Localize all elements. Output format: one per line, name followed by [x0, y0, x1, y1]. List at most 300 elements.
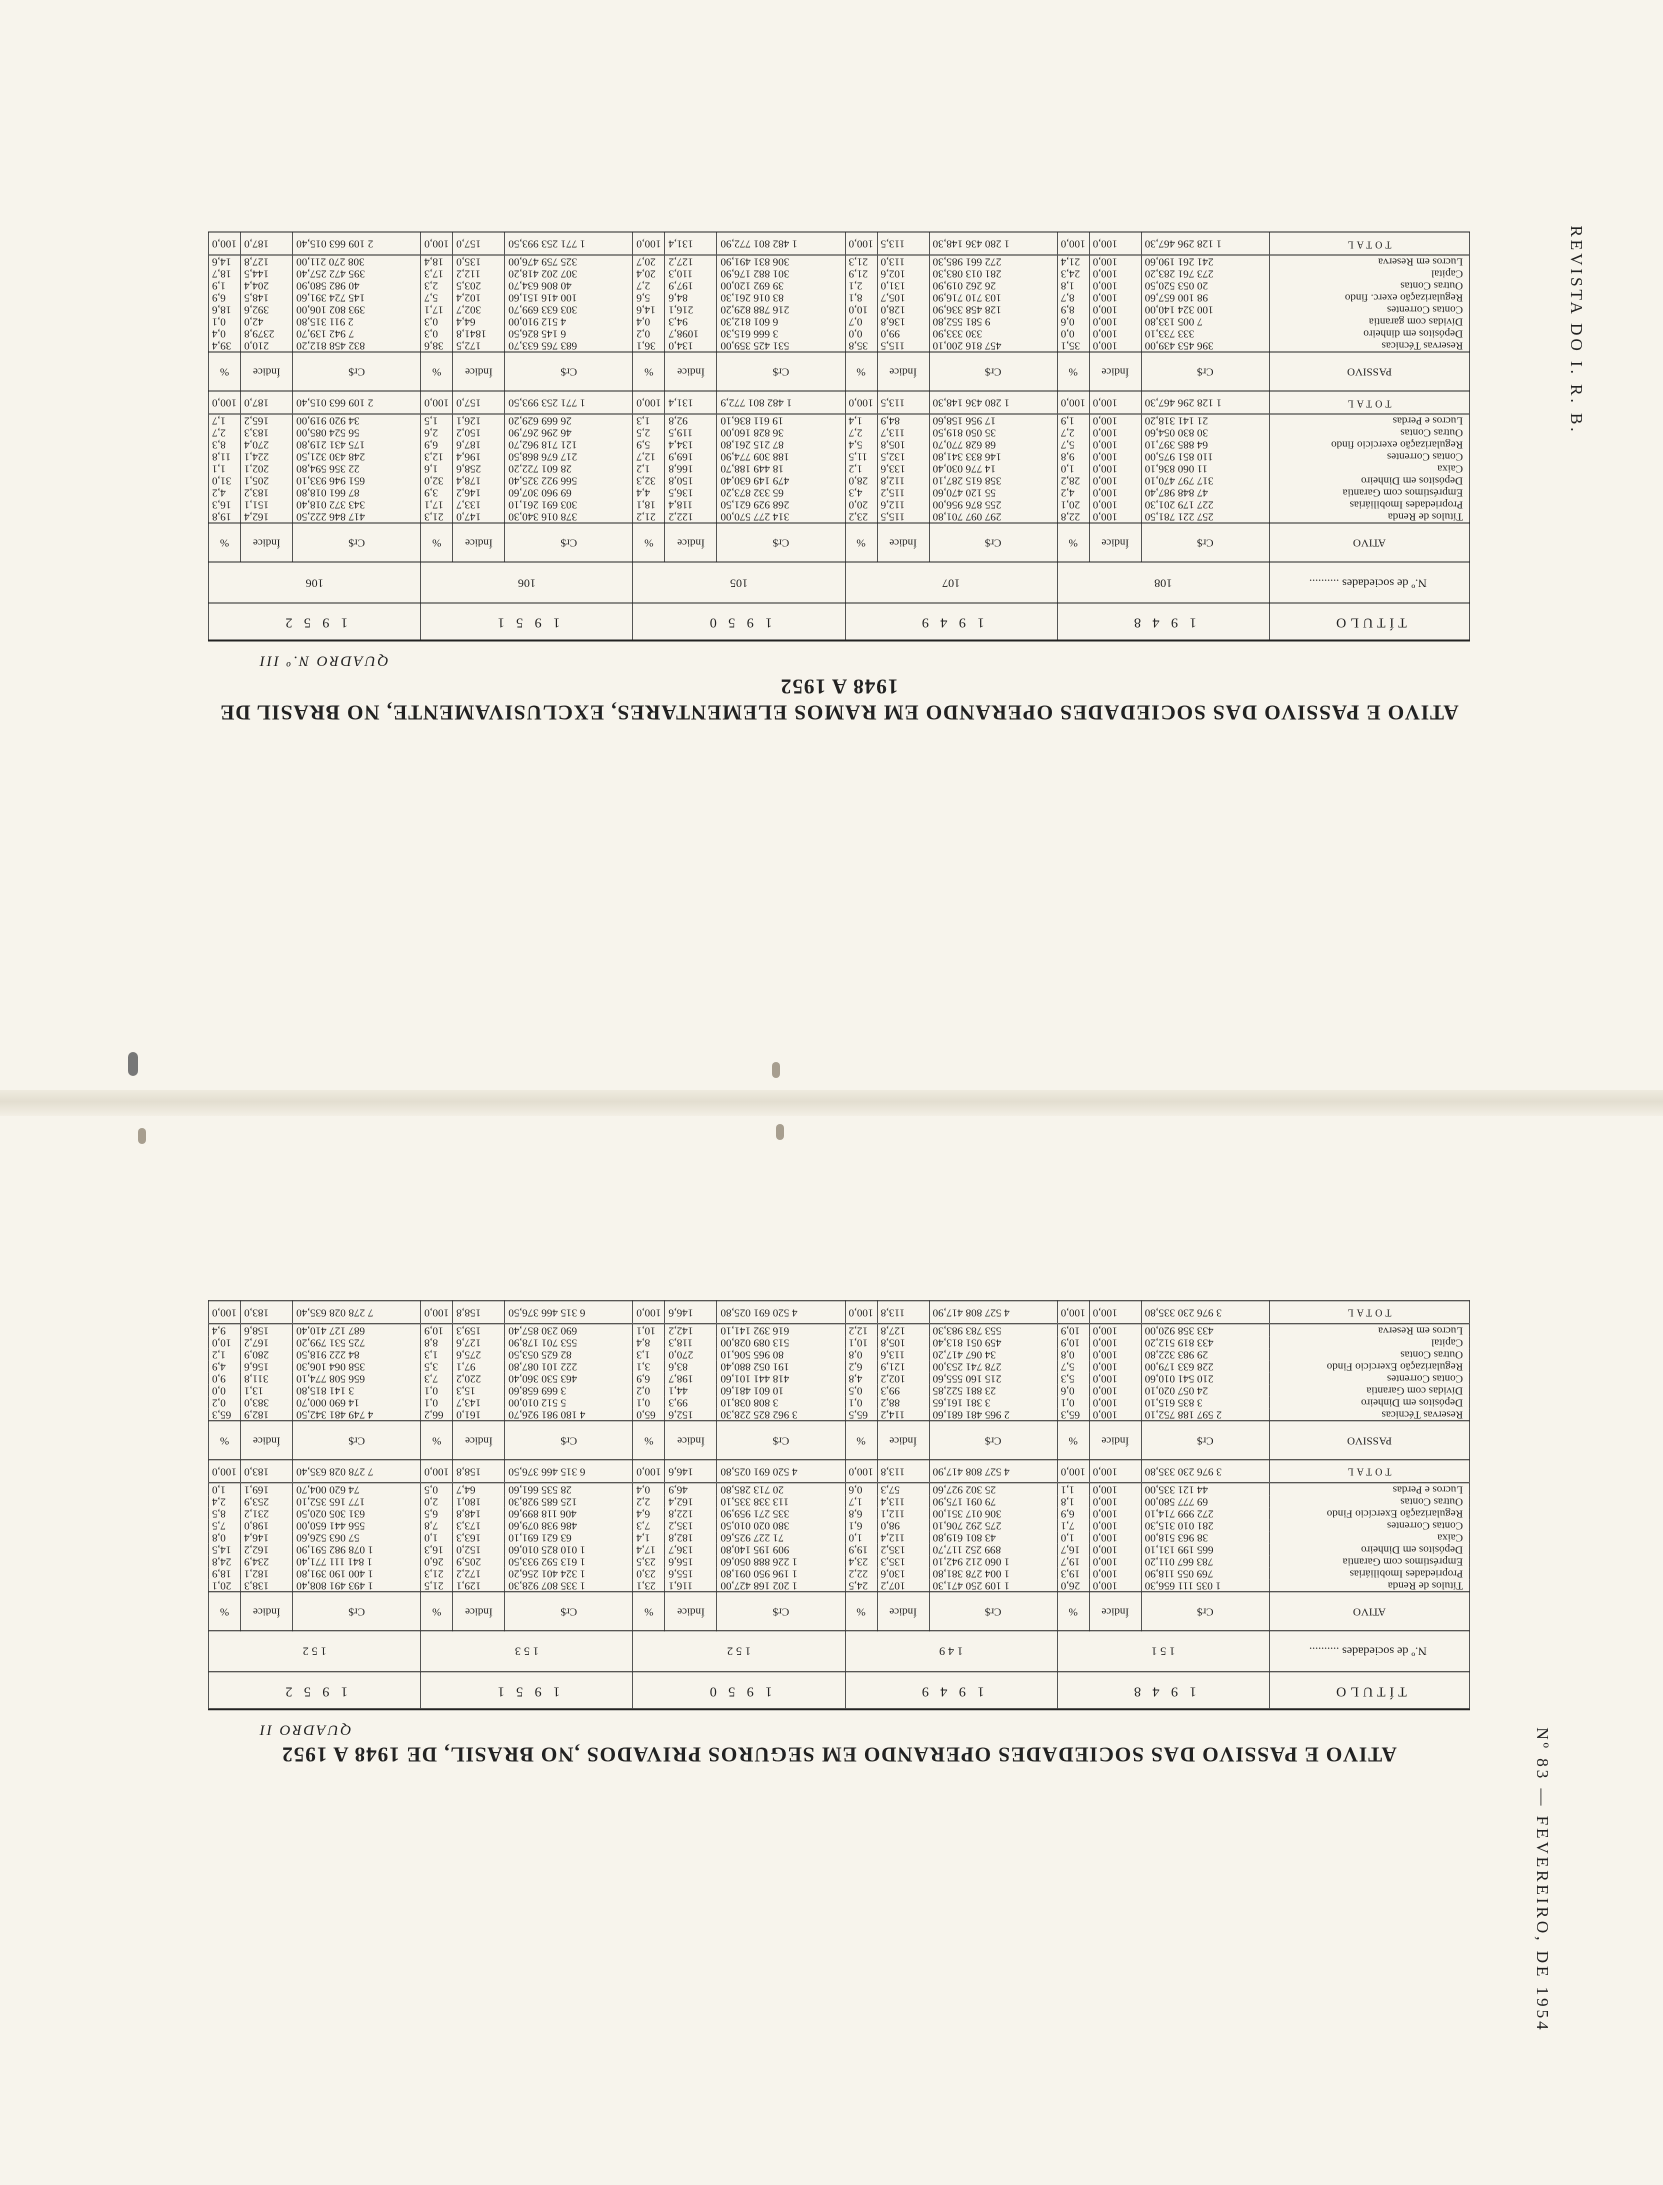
indice-header: Índice	[665, 524, 717, 563]
table-row	[209, 1360, 1470, 1372]
societies-count: 105	[633, 563, 845, 604]
table-cell: 21,4	[1057, 256, 1089, 269]
row-label: Propriedades Imobiliárias	[1269, 499, 1469, 511]
table-cell: 3 381 161,65	[929, 1396, 1057, 1408]
table-cell: 167,2	[241, 1336, 293, 1348]
table-cell: 173,3	[453, 1519, 505, 1531]
table-cell: 14,6	[209, 256, 241, 269]
total-cell: 100,0	[1057, 392, 1089, 415]
table-cell: 2 965 481 681,60	[929, 1408, 1057, 1421]
passivo-section-label: PASSIVO	[1269, 1421, 1469, 1460]
pct-header: %	[845, 1421, 877, 1460]
table-cell: 135,0	[453, 256, 505, 269]
table-cell: 172,2	[453, 1567, 505, 1579]
total-cell: 100,0	[1089, 233, 1141, 256]
table-cell: 9,0	[209, 1372, 241, 1384]
table-cell: 100,0	[1089, 415, 1141, 428]
table-cell: 183,3	[241, 427, 293, 439]
table-row	[209, 451, 1470, 463]
table-cell: 0,8	[1057, 1348, 1089, 1360]
total-cell: 100,0	[633, 1301, 665, 1324]
table-cell: 9,4	[209, 1324, 241, 1337]
table-cell: 7,3	[633, 1519, 665, 1531]
pct-header: %	[1057, 524, 1089, 563]
table-cell: 146,2	[453, 487, 505, 499]
table-cell: 1 078 982 591,90	[293, 1543, 421, 1555]
table-cell: 151,1	[241, 499, 293, 511]
table-cell: 308 270 211,00	[293, 256, 421, 269]
table-cell: 23,2	[845, 511, 877, 524]
table-cell: 224,1	[241, 451, 293, 463]
table-cell: 0,4	[633, 316, 665, 328]
table-cell: 5,3	[1057, 1372, 1089, 1384]
table-cell: 36,1	[633, 340, 665, 353]
total-cell: 1 128 296 467,30	[1141, 392, 1269, 415]
crs-header: Cr$	[717, 353, 845, 392]
indice-header: Índice	[1089, 524, 1141, 563]
societies-row	[209, 1631, 1470, 1672]
table-cell: 21,9	[845, 268, 877, 280]
table-cell: 146 833 341,80	[929, 451, 1057, 463]
table-cell: 17,1	[421, 499, 453, 511]
table-cell: 3,1	[633, 1360, 665, 1372]
table-cell: 28,0	[845, 475, 877, 487]
table-cell: 100,0	[1089, 1507, 1141, 1519]
table-cell: 65,5	[845, 1408, 877, 1421]
table-cell: 146,4	[241, 1531, 293, 1543]
table-cell: 100,0	[1089, 1360, 1141, 1372]
table-cell: 15,3	[453, 1384, 505, 1396]
table-cell: 134,0	[665, 340, 717, 353]
crs-header: Cr$	[293, 1592, 421, 1631]
table-cell: 6 145 826,50	[505, 328, 633, 340]
table-cell: 127,8	[877, 1324, 929, 1337]
table-cell: 105,8	[877, 1336, 929, 1348]
total-cell: 100,0	[845, 1301, 877, 1324]
table-cell: 2,7	[209, 427, 241, 439]
table-cell: 35 050 819,50	[929, 427, 1057, 439]
table-cell: 9,8	[1057, 451, 1089, 463]
table-cell: 10,9	[1057, 1324, 1089, 1337]
table-row	[209, 256, 1470, 269]
table-cell: 100,0	[1089, 268, 1141, 280]
table-cell: 8,5	[209, 1507, 241, 1519]
table-cell: 23,1	[633, 1579, 665, 1592]
total-cell: 6 315 466 376,50	[505, 1460, 633, 1483]
table-cell: 1,0	[845, 1531, 877, 1543]
row-label: Regularização exercício findo	[1269, 439, 1469, 451]
table-cell: 0,0	[845, 328, 877, 340]
table-cell: 216,1	[665, 304, 717, 316]
table-cell: 10,9	[421, 1324, 453, 1337]
table-row	[209, 316, 1470, 328]
table-cell: 128,0	[877, 304, 929, 316]
table-cell: 42,0	[241, 316, 293, 328]
table-cell: 2,6	[421, 427, 453, 439]
table-cell: 100 324 140,00	[1141, 304, 1269, 316]
table-cell: 100 416 151,60	[505, 292, 633, 304]
table-cell: 43 801 619,80	[929, 1531, 1057, 1543]
crs-header: Cr$	[717, 524, 845, 563]
table-row	[209, 463, 1470, 475]
table-cell: 2379,8	[241, 328, 293, 340]
pct-header: %	[633, 353, 665, 392]
total-cell: 2 109 663 015,40	[293, 392, 421, 415]
year-header: 1 9 5 0	[633, 1672, 845, 1710]
table-cell: 64 885 397,10	[1141, 439, 1269, 451]
table-cell: 14 776 030,40	[929, 463, 1057, 475]
table-cell: 656 508 774,10	[293, 1372, 421, 1384]
passivo-subheader-row	[209, 353, 1470, 392]
table-cell: 10,9	[1057, 1336, 1089, 1348]
table-cell: 204,4	[241, 280, 293, 292]
table-cell: 130,6	[877, 1567, 929, 1579]
societies-count: 1 5 1	[1057, 1631, 1269, 1672]
total-cell: 1 771 253 993,50	[505, 233, 633, 256]
table-cell: 417 846 222,50	[293, 511, 421, 524]
table-cell: 21 141 318,20	[1141, 415, 1269, 428]
table-cell: 66,2	[421, 1408, 453, 1421]
table-row	[209, 328, 1470, 340]
total-cell: 100,0	[209, 233, 241, 256]
table-cell: 162,4	[241, 511, 293, 524]
indice-header: Índice	[453, 1592, 505, 1631]
page-fold	[0, 1090, 1663, 1116]
table-cell: 25 302 927,60	[929, 1483, 1057, 1496]
table-cell: 1,2	[633, 463, 665, 475]
table-row	[209, 1519, 1470, 1531]
pct-header: %	[421, 524, 453, 563]
table-cell: 2,5	[633, 427, 665, 439]
row-label: Contas Correntes	[1269, 304, 1469, 316]
table-cell: 13,1	[241, 1384, 293, 1396]
total-cell: 100,0	[421, 392, 453, 415]
table-cell: 46,9	[665, 1483, 717, 1496]
table-cell: 10 601 481,60	[717, 1384, 845, 1396]
table-cell: 113,4	[877, 1495, 929, 1507]
table-cell: 113,6	[877, 1348, 929, 1360]
pct-header: %	[421, 1592, 453, 1631]
table-cell: 0,8	[209, 1531, 241, 1543]
table-cell: 0,5	[845, 1384, 877, 1396]
table-row	[209, 1483, 1470, 1496]
table-cell: 26 262 019,90	[929, 280, 1057, 292]
table-cell: 21,3	[845, 256, 877, 269]
table-cell: 8,1	[845, 292, 877, 304]
table-cell: 18,7	[209, 268, 241, 280]
table-cell: 26,0	[1057, 1579, 1089, 1592]
table-cell: 14 690 000,70	[293, 1396, 421, 1408]
table-cell: 909 195 140,80	[717, 1543, 845, 1555]
table-cell: 83 016 261,30	[717, 292, 845, 304]
table-cell: 122,2	[665, 511, 717, 524]
societies-count: 1 4 9	[845, 1631, 1057, 1672]
table-cell: 406 118 899,60	[505, 1507, 633, 1519]
table-cell: 6,8	[845, 1507, 877, 1519]
table-cell: 0,5	[421, 1483, 453, 1496]
table-cell: 112,1	[877, 1507, 929, 1519]
table-cell: 183,2	[241, 487, 293, 499]
table-cell: 0,1	[1057, 1396, 1089, 1408]
table-cell: 103 710 716,90	[929, 292, 1057, 304]
table-title: ATIVO E PASSIVO DAS SOCIEDADES OPERANDO EM RAMOS ELEMENTARES, EXCLUSIVAMENTE, NO BRASIL DE 1948 A 1952	[219, 674, 1459, 725]
table-cell: 40 806 634,70	[505, 280, 633, 292]
table-cell: 1 324 401 256,20	[505, 1567, 633, 1579]
table-cell: 105,8	[877, 439, 929, 451]
table-cell: 257 221 781,50	[1141, 511, 1269, 524]
total-cell: 131,4	[665, 233, 717, 256]
table-cell: 34 067 417,20	[929, 1348, 1057, 1360]
table-cell: 234,9	[241, 1555, 293, 1567]
table-row	[209, 1336, 1470, 1348]
table-cell: 19,8	[209, 511, 241, 524]
table-cell: 31,0	[209, 475, 241, 487]
table-cell: 6,9	[421, 439, 453, 451]
crs-header: Cr$	[717, 1592, 845, 1631]
table-row	[209, 1495, 1470, 1507]
table-row	[209, 487, 1470, 499]
table-cell: 6 601 812,30	[717, 316, 845, 328]
table-cell: 18,4	[421, 256, 453, 269]
pct-header: %	[421, 1421, 453, 1460]
table-cell: 100,0	[1089, 1324, 1141, 1337]
page-header: REVISTA DO I. R. B.	[1567, 225, 1586, 435]
data-table	[208, 1300, 1470, 1710]
table-cell: 0,3	[421, 328, 453, 340]
total-cell: 100,0	[633, 392, 665, 415]
table-cell: 57 063 526,60	[293, 1531, 421, 1543]
table-cell: 29 983 322,80	[1141, 1348, 1269, 1360]
table-cell: 205,9	[453, 1555, 505, 1567]
table-cell: 99,3	[665, 1396, 717, 1408]
table-row	[209, 1372, 1470, 1384]
table-cell: 1 060 212 942,10	[929, 1555, 1057, 1567]
table-cell: 129,1	[453, 1579, 505, 1592]
total-cell: 1 128 296 467,30	[1141, 233, 1269, 256]
table-cell: 1841,8	[453, 328, 505, 340]
total-cell: 100,0	[845, 1460, 877, 1483]
row-label: Empréstimos com Garantia	[1269, 487, 1469, 499]
table-cell: 110,3	[665, 268, 717, 280]
table-cell: 8,4	[633, 1336, 665, 1348]
total-cell: 1 280 436 148,30	[929, 392, 1057, 415]
table-cell: 0,2	[633, 328, 665, 340]
quadro-label: QUADRO N.º III	[258, 653, 389, 669]
table-cell: 1,9	[1057, 415, 1089, 428]
table-cell: 1 613 592 933,50	[505, 1555, 633, 1567]
table-cell: 2,3	[421, 280, 453, 292]
table-cell: 241 261 190,60	[1141, 256, 1269, 269]
total-cell: 157,0	[453, 392, 505, 415]
table-cell: 220,2	[453, 1372, 505, 1384]
row-label: Lucros e Perdas	[1269, 1483, 1469, 1496]
table-cell: 83,6	[665, 1360, 717, 1372]
table-cell: 343 372 018,40	[293, 499, 421, 511]
table-cell: 131,0	[877, 280, 929, 292]
table-cell: 113 338 335,10	[717, 1495, 845, 1507]
table-cell: 32,0	[421, 475, 453, 487]
table-cell: 1,1	[1057, 1483, 1089, 1496]
table-cell: 182,9	[241, 1408, 293, 1421]
table-cell: 1,7	[845, 1495, 877, 1507]
total-cell: 100,0	[1089, 392, 1141, 415]
table-cell: 36 828 160,00	[717, 427, 845, 439]
table-cell: 182,1	[241, 1567, 293, 1579]
table-row	[209, 1567, 1470, 1579]
table-cell: 147,0	[453, 511, 505, 524]
table-row	[209, 268, 1470, 280]
row-label: Capital	[1269, 1336, 1469, 1348]
table-cell: 5,7	[1057, 1360, 1089, 1372]
table-cell: 198,7	[665, 1372, 717, 1384]
table-cell: 556 441 650,00	[293, 1519, 421, 1531]
table-cell: 202,1	[241, 463, 293, 475]
pct-header: %	[633, 1592, 665, 1631]
table-cell: 166,8	[665, 463, 717, 475]
table-cell: 7,8	[421, 1519, 453, 1531]
table-cell: 11,5	[845, 451, 877, 463]
table-cell: 0,2	[633, 1384, 665, 1396]
table-cell: 210,0	[241, 340, 293, 353]
table-cell: 1,9	[209, 280, 241, 292]
total-cell: 100,0	[1089, 1301, 1141, 1324]
table-cell: 690 230 857,40	[505, 1324, 633, 1337]
table-row	[209, 1543, 1470, 1555]
table-title: ATIVO E PASSIVO DAS SOCIEDADES OPERANDO EM SEGUROS PRIVADOS ,NO BRASIL, DE 1948 A 1952	[281, 1742, 1397, 1767]
table-cell: 26 669 629,20	[505, 415, 633, 428]
table-cell: 100,0	[1089, 316, 1141, 328]
table-cell: 28 535 661,60	[505, 1483, 633, 1496]
table-cell: 1,4	[845, 415, 877, 428]
table-cell: 6,2	[845, 1360, 877, 1372]
table-cell: 272 999 714,10	[1141, 1507, 1269, 1519]
total-cell: 100,0	[1057, 1301, 1089, 1324]
passivo-subheader-row	[209, 1421, 1470, 1460]
table-cell: 272 661 985,30	[929, 256, 1057, 269]
table-cell: 3 808 038,10	[717, 1396, 845, 1408]
pct-header: %	[1057, 1421, 1089, 1460]
table-cell: 69 960 307,60	[505, 487, 633, 499]
table-row	[209, 1507, 1470, 1519]
table-cell: 100,0	[1089, 256, 1141, 269]
total-cell: 4 520 691 025,80	[717, 1301, 845, 1324]
societies-count: 108	[1057, 563, 1269, 604]
societies-count: 1 5 3	[421, 1631, 633, 1672]
total-cell: 183,0	[241, 1301, 293, 1324]
table-cell: 4,3	[845, 487, 877, 499]
row-label: Regularização exerc. findo	[1269, 292, 1469, 304]
table-cell: 28,2	[1057, 475, 1089, 487]
table-cell: 21,3	[421, 1567, 453, 1579]
table-cell: 188 309 774,90	[717, 451, 845, 463]
table-cell: 136,7	[665, 1543, 717, 1555]
table-cell: 3 962 825 228,30	[717, 1408, 845, 1421]
table-cell: 335 271 959,90	[717, 1507, 845, 1519]
crs-header: Cr$	[1141, 353, 1269, 392]
table-cell: 0,8	[845, 1348, 877, 1360]
total-cell: 1 280 436 148,30	[929, 233, 1057, 256]
table-cell: 553 783 983,30	[929, 1324, 1057, 1337]
table-cell: 20,1	[1057, 499, 1089, 511]
year-header: 1 9 5 2	[209, 1672, 421, 1710]
total-cell: 158,8	[453, 1301, 505, 1324]
table-cell: 380 020 010,50	[717, 1519, 845, 1531]
table-cell: 132,5	[877, 451, 929, 463]
table-cell: 118,3	[665, 1336, 717, 1348]
table-cell: 23,0	[633, 1567, 665, 1579]
total-cell: 100,0	[633, 233, 665, 256]
table-cell: 100,0	[1089, 1384, 1141, 1396]
table-cell: 100,0	[1089, 1495, 1141, 1507]
binding-mark	[776, 1124, 784, 1140]
total-cell: 100,0	[1057, 233, 1089, 256]
table-cell: 30 830 054,60	[1141, 427, 1269, 439]
total-row	[209, 392, 1470, 415]
table-cell: 7 005 133,80	[1141, 316, 1269, 328]
row-label: Depósitos em Dinheiro	[1269, 1396, 1469, 1408]
table-cell: 18 449 188,70	[717, 463, 845, 475]
table-cell: 463 530 360,40	[505, 1372, 633, 1384]
table-cell: 100,0	[1089, 304, 1141, 316]
table-cell: 63 621 691,10	[505, 1531, 633, 1543]
table-cell: 20,1	[209, 1579, 241, 1592]
table-row	[209, 1324, 1470, 1337]
table-cell: 205,1	[241, 475, 293, 487]
table-cell: 97,1	[453, 1360, 505, 1372]
table-cell: 270,4	[241, 439, 293, 451]
table-cell: 99,0	[877, 328, 929, 340]
table-cell: 433 819 512,20	[1141, 1336, 1269, 1348]
indice-header: Índice	[1089, 1592, 1141, 1631]
table-cell: 38,6	[421, 340, 453, 353]
year-header: 1 9 5 0	[633, 604, 845, 642]
table-cell: 5,6	[633, 292, 665, 304]
table-cell: 0,1	[209, 316, 241, 328]
table-cell: 20,0	[845, 499, 877, 511]
table-cell: 4 180 981 926,70	[505, 1408, 633, 1421]
pct-header: %	[209, 524, 241, 563]
row-label: Outras Contas	[1269, 1348, 1469, 1360]
table-cell: 74 620 004,70	[293, 1483, 421, 1496]
table-row	[209, 415, 1470, 428]
table-cell: 44 121 335,00	[1141, 1483, 1269, 1496]
table-cell: 651 946 933,10	[293, 475, 421, 487]
table-cell: 115,5	[877, 511, 929, 524]
crs-header: Cr$	[1141, 524, 1269, 563]
table-cell: 197,9	[665, 280, 717, 292]
table-row	[209, 1348, 1470, 1360]
table-cell: 5,4	[845, 439, 877, 451]
table-cell: 3 141 815,80	[293, 1384, 421, 1396]
pct-header: %	[633, 524, 665, 563]
table-cell: 1 202 168 427,00	[717, 1579, 845, 1592]
indice-header: Índice	[877, 1421, 929, 1460]
row-label: Títulos de Renda	[1269, 511, 1469, 524]
table-cell: 100,0	[1089, 1579, 1141, 1592]
row-label: Depósitos em Dinheiro	[1269, 475, 1469, 487]
table-cell: 0,6	[1057, 1384, 1089, 1396]
table-cell: 1,2	[845, 463, 877, 475]
table-cell: 92,8	[665, 415, 717, 428]
table-cell: 99,3	[877, 1384, 929, 1396]
table-cell: 396 453 439,00	[1141, 340, 1269, 353]
table-cell: 19,9	[845, 1543, 877, 1555]
table-cell: 138,3	[241, 1579, 293, 1592]
row-label: Capital	[1269, 268, 1469, 280]
table-cell: 145 724 391,60	[293, 292, 421, 304]
table-cell: 172,5	[453, 340, 505, 353]
table-cell: 39,4	[209, 340, 241, 353]
